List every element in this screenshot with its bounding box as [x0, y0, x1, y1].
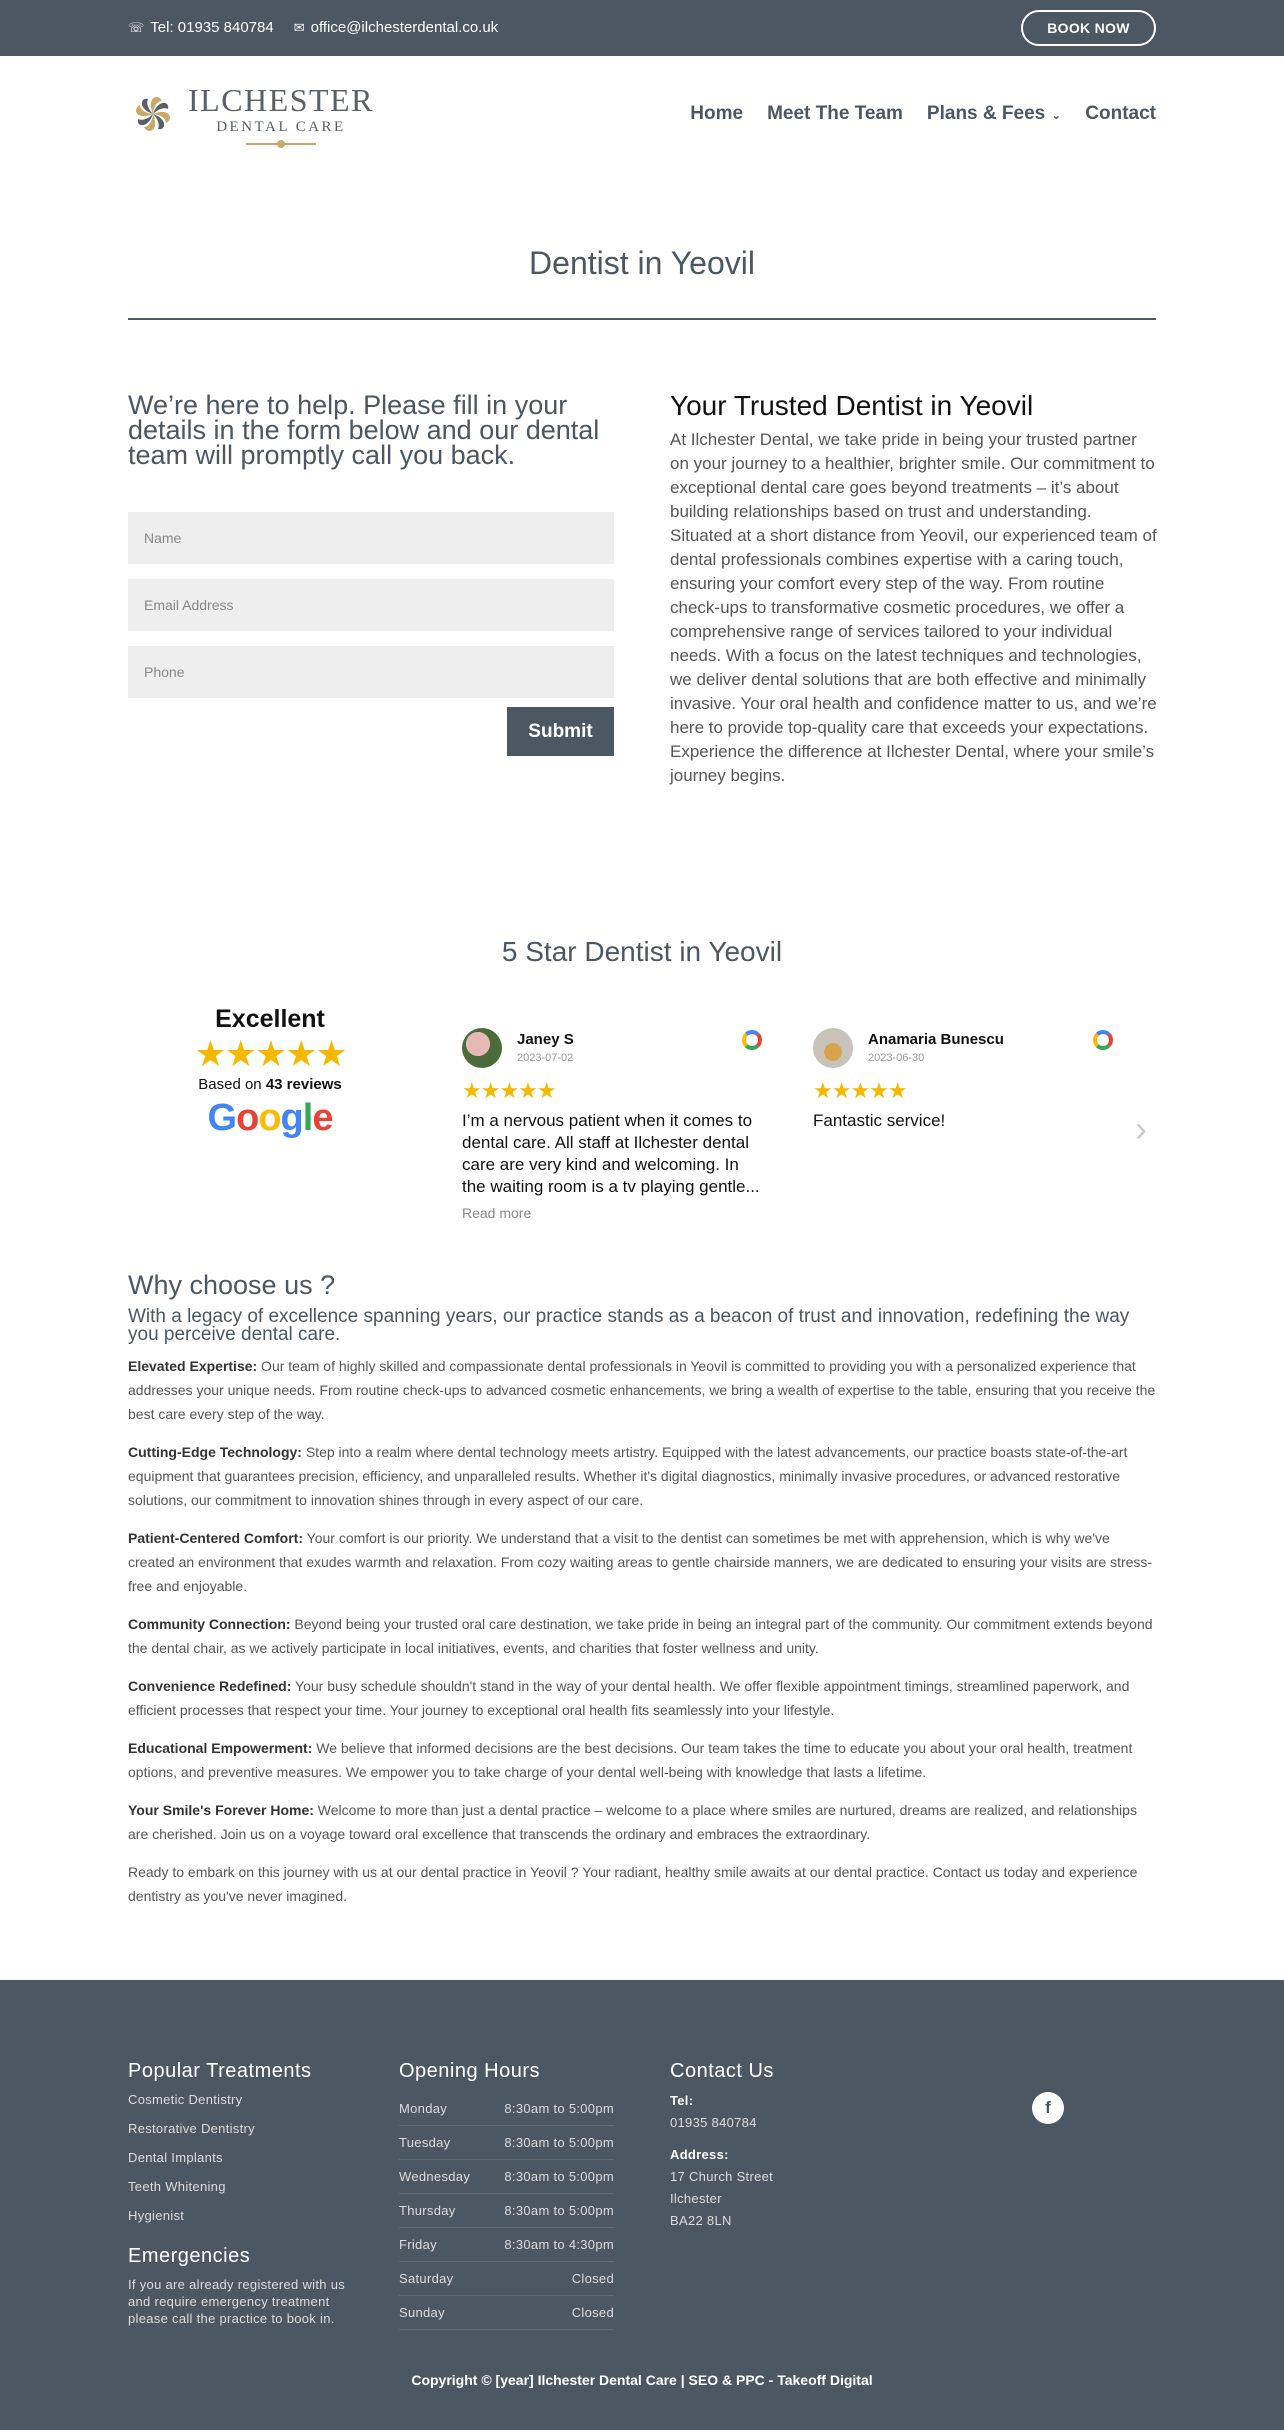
point-text: Your busy schedule shouldn't stand in the way of your dental health. We offer flexible appointment timings, streamlined paperwork, and efficient processes that respect your time. Your journey to exceptional oral health fits seamlessly into your lifestyle. [128, 1678, 1130, 1718]
review-count-value: 43 reviews [265, 1076, 342, 1093]
trusted-body: At Ilchester Dental, we take pride in being your trusted partner on your journey to a healthier, brighter smile. Our commitment to exceptional dental care goes beyond treatments – it’s about building relationships based on trust and understanding. Situated at a short distance from Yeovil, our experienced team of dental professionals combines expertise with a caring touch, ensuring your comfort every step of the way. From routine check-ups to transformative cosmetic procedures, we offer a comprehensive range of services tailored to your individual needs. With a focus on the latest techniques and technologies, we deliver dental solutions that are both effective and minimally invasive. Your oral health and confidence matter to us, and we’re here to provide top-quality care that exceeds your expectations. Experience the difference at Ilchester Dental, where your smile’s journey begins. [670, 430, 1157, 785]
point-text: We believe that informed decisions are the best decisions. Our team takes the time to educate you about your oral health, treatment options, and preventive measures. We empower you to take charge of your dental well-being with knowledge that lasts a lifetime. [128, 1740, 1133, 1780]
envelope-icon: ✉ [293, 19, 305, 35]
review-card [813, 1028, 1113, 1228]
logo-ornament [246, 143, 316, 145]
footer-treatments [128, 2060, 312, 2230]
google-icon [1093, 1030, 1113, 1050]
emergencies-text: If you are already registered with us and require emergency treatment please call the practice to book in. [128, 2277, 346, 2326]
hours-time: 8:30am to 4:30pm [504, 2237, 614, 2252]
book-now-button[interactable]: BOOK NOW [1021, 10, 1156, 46]
emergencies-title: Emergencies [128, 2245, 251, 2267]
logo-text [188, 83, 374, 145]
top-bar [0, 0, 1284, 56]
hours-row [399, 2160, 614, 2194]
submit-button[interactable]: Submit [507, 707, 614, 756]
chevron-right-icon[interactable]: › [1135, 1108, 1147, 1149]
point-heading: Your Smile's Forever Home: [128, 1802, 314, 1818]
rating-label: Excellent [215, 1005, 325, 1033]
chevron-down-icon: ⌄ [1051, 108, 1062, 122]
footer-phone[interactable]: 01935 840784 [670, 2115, 757, 2130]
hours-day: Thursday [399, 2203, 456, 2218]
point-heading: Elevated Expertise: [128, 1358, 258, 1374]
hours-day: Tuesday [399, 2135, 451, 2150]
top-contact [128, 19, 508, 36]
why-subtitle: With a legacy of excellence spanning years, our practice stands as a beacon of trust and innovation, redefining the way you perceive dental care. [128, 1306, 1130, 1345]
review-date: 2023-06-30 [868, 1052, 925, 1064]
read-more-link[interactable]: Read more [462, 1205, 532, 1221]
google-logo: Google [207, 1097, 333, 1139]
hours-day: Monday [399, 2101, 448, 2116]
form-intro: We’re here to help. Please fill in your details in the form below and our dental team will promptly call you back. [128, 390, 600, 470]
hours-time: Closed [571, 2305, 614, 2320]
why-point [128, 1612, 1158, 1660]
hours-day: Saturday [399, 2271, 454, 2286]
name-input[interactable]: Name [128, 512, 614, 564]
why-list [128, 1354, 1158, 1922]
point-heading: Convenience Redefined: [128, 1678, 292, 1694]
logo-line1: ILCHESTER [188, 82, 374, 118]
address-label: Address: [670, 2147, 729, 2162]
hours-row [399, 2262, 614, 2296]
hours-day: Wednesday [399, 2169, 471, 2184]
point-heading: Patient-Centered Comfort: [128, 1530, 304, 1546]
point-heading: Educational Empowerment: [128, 1740, 313, 1756]
why-point [128, 1354, 1158, 1426]
reviews-title: 5 Star Dentist in Yeovil [501, 936, 783, 967]
why-point [128, 1526, 1158, 1598]
tel-label: Tel: [670, 2093, 694, 2108]
phone-icon: ☏ [128, 19, 145, 35]
treatments-title: Popular Treatments [128, 2060, 312, 2082]
review-summary [190, 1005, 350, 1140]
address-line: Ilchester [670, 2191, 722, 2206]
review-date: 2023-07-02 [517, 1052, 574, 1064]
reviewer-name: Janey S [517, 1031, 574, 1048]
treatment-link[interactable]: Hygienist [128, 2208, 185, 2223]
google-icon [742, 1030, 762, 1050]
why-title: Why choose us ? [128, 1270, 336, 1300]
facebook-icon[interactable]: f [1032, 2092, 1064, 2124]
hours-time: 8:30am to 5:00pm [504, 2101, 614, 2116]
page-title: Dentist in Yeovil [529, 245, 755, 281]
logo-mark-icon [128, 89, 178, 139]
point-text: Your comfort is our priority. We understand that a visit to the dentist can sometimes be met with apprehension, which is why we've created an environment that exudes warmth and relaxation. From cozy waiting areas to gentle chairside manners, we are dedicated to ensuring your visits are stress-free and enjoyable. [128, 1530, 1153, 1594]
reviewer-name: Anamaria Bunescu [868, 1031, 1004, 1048]
treatment-link[interactable]: Cosmetic Dentistry [128, 2092, 243, 2107]
phone-link[interactable] [128, 19, 274, 36]
hours-row [399, 2296, 614, 2330]
review-text: Fantastic service! [813, 1111, 946, 1130]
footer-hours-heading [399, 2060, 540, 2083]
hours-time: Closed [571, 2271, 614, 2286]
review-stars: ★★★★★ [462, 1078, 556, 1103]
nav-home[interactable]: Home [690, 103, 744, 124]
hours-title: Opening Hours [399, 2060, 541, 2082]
review-count [190, 1076, 350, 1093]
nav-contact[interactable]: Contact [1085, 103, 1156, 124]
point-heading: Community Connection: [128, 1616, 291, 1632]
hours-row [399, 2228, 614, 2262]
point-text: Our team of highly skilled and compassionate dental professionals in Yeovil is committed to providing you with a personalized experience that addresses your unique needs. From routine check-ups to advanced cosmetic enhancements, we bring a wealth of expertise to the table, ensuring that you receive the best care every step of the way. [128, 1358, 1156, 1422]
avatar [813, 1028, 853, 1068]
why-point [128, 1736, 1158, 1784]
why-point [128, 1674, 1158, 1722]
why-point [128, 1440, 1158, 1512]
hours-row [399, 2126, 614, 2160]
footer-contact [670, 2090, 773, 2232]
point-heading: Cutting-Edge Technology: [128, 1444, 302, 1460]
summary-stars: ★★★★★ [194, 1033, 346, 1074]
review-text: I’m a nervous patient when it comes to dental care. All staff at Ilchester dental care are very kind and welcoming. In the waiting room is a tv playing gentle... [462, 1111, 760, 1196]
hours-day: Friday [399, 2237, 437, 2252]
main-nav [666, 103, 1156, 125]
email-input[interactable]: Email Address [128, 579, 614, 631]
point-text: Beyond being your trusted oral care destination, we take pride in being an integral part of the community. Our commitment extends beyond the dental chair, as we actively participate in local initiatives, events, and charities that foster wellness and unity. [128, 1616, 1153, 1656]
nav-meet-the-team[interactable]: Meet The Team [767, 103, 903, 124]
email-text: office@ilchesterdental.co.uk [310, 19, 499, 36]
contact-title: Contact Us [670, 2060, 774, 2082]
phone-text: Tel: 01935 840784 [150, 19, 274, 36]
hours-time: 8:30am to 5:00pm [504, 2169, 614, 2184]
copyright: Copyright © [year] Ilchester Dental Care | SEO & PPC - Takeoff Digital [411, 2372, 873, 2388]
opening-hours [399, 2092, 614, 2330]
why-closing: Ready to embark on this journey with us at our dental practice in Yeovil ? Your radiant, healthy smile awaits at our dental practice. Contact us today and experience dentistry as you've never imagined. [128, 1864, 1138, 1904]
address-line: 17 Church Street [670, 2169, 774, 2184]
review-stars: ★★★★★ [813, 1078, 907, 1103]
based-prefix: Based on [198, 1076, 266, 1093]
hours-day: Sunday [399, 2305, 445, 2320]
footer-contact-heading [670, 2060, 774, 2083]
treatment-link[interactable]: Restorative Dentistry [128, 2121, 255, 2136]
title-divider [128, 318, 1156, 320]
address-line: BA22 8LN [670, 2213, 732, 2228]
why-point [128, 1798, 1158, 1846]
nav-plans-label: Plans & Fees [926, 103, 1046, 124]
nav-plans-fees[interactable] [927, 103, 1061, 125]
point-text: Welcome to more than just a dental practice – welcome to a place where smiles are nurtured, dreams are realized, and relationships are cherished. Join us on a voyage toward oral excellence that transcends the ordinary and embraces the extraordinary. [128, 1802, 1137, 1842]
review-card [462, 1028, 762, 1228]
treatment-link[interactable]: Teeth Whitening [128, 2179, 226, 2194]
hours-time: 8:30am to 5:00pm [504, 2203, 614, 2218]
treatment-link[interactable]: Dental Implants [128, 2150, 223, 2165]
avatar [462, 1028, 502, 1068]
logo-line2: DENTAL CARE [216, 119, 346, 135]
logo[interactable] [128, 76, 388, 152]
trusted-title: Your Trusted Dentist in Yeovil [670, 390, 1034, 421]
point-text: Step into a realm where dental technology meets artistry. Equipped with the latest advancements, our practice boasts state-of-the-art equipment that guarantees precision, efficiency, and unparalleled results. Whether it's digital diagnostics, minimally invasive procedures, or advanced restorative solutions, our commitment to innovation shines through in every aspect of our care. [128, 1444, 1128, 1508]
hours-row [399, 2092, 614, 2126]
hours-row [399, 2194, 614, 2228]
email-link[interactable] [294, 19, 498, 36]
phone-input[interactable]: Phone [128, 646, 614, 698]
hours-time: 8:30am to 5:00pm [504, 2135, 614, 2150]
